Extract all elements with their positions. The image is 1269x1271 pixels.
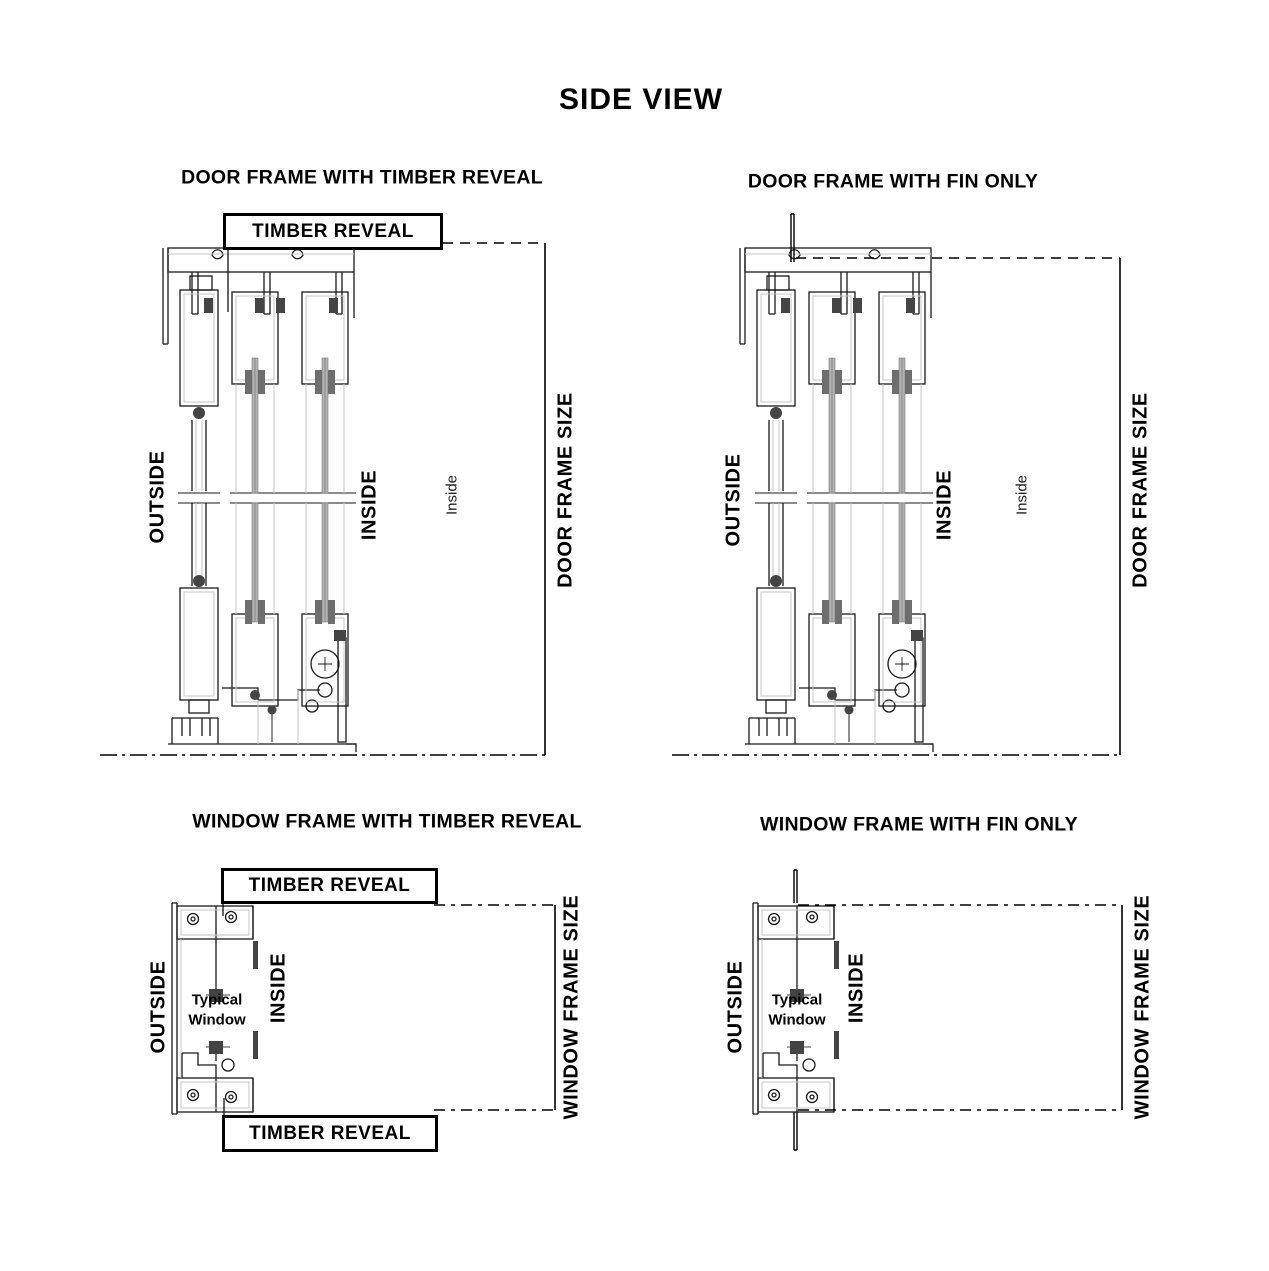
door-timber-title: DOOR FRAME WITH TIMBER REVEAL xyxy=(181,166,543,189)
window-fin-dimension-lines xyxy=(794,870,1122,1150)
timber-reveal-box: TIMBER REVEAL xyxy=(223,213,443,250)
timber-reveal-box-top: TIMBER REVEAL xyxy=(221,868,438,904)
door-fin-section-drawing xyxy=(740,248,933,752)
typical-window-line2: Window xyxy=(768,1011,826,1028)
inside-annotation: Inside xyxy=(1013,474,1031,516)
outside-label: OUTSIDE xyxy=(147,960,170,1054)
inside-annotation: Inside xyxy=(443,474,461,516)
inside-label: INSIDE xyxy=(267,952,290,1024)
door-fin-title: DOOR FRAME WITH FIN ONLY xyxy=(747,170,1039,193)
timber-reveal-box-bottom: TIMBER REVEAL xyxy=(222,1115,438,1152)
typical-window-label xyxy=(188,991,245,1030)
inside-label: INSIDE xyxy=(845,952,868,1024)
window-frame-size-label: WINDOW FRAME SIZE xyxy=(1131,894,1154,1120)
door-frame-size-label: DOOR FRAME SIZE xyxy=(554,392,577,588)
window-fin-title: WINDOW FRAME WITH FIN ONLY xyxy=(760,813,1078,836)
window-frame-size-label: WINDOW FRAME SIZE xyxy=(560,894,583,1120)
outside-label: OUTSIDE xyxy=(146,450,169,544)
typical-window-line2: Window xyxy=(188,1011,246,1028)
window-timber-title: WINDOW FRAME WITH TIMBER REVEAL xyxy=(192,810,582,833)
page-title: SIDE VIEW xyxy=(558,83,724,116)
door-frame-size-label: DOOR FRAME SIZE xyxy=(1129,392,1152,588)
inside-label: INSIDE xyxy=(358,469,381,541)
typical-window-label xyxy=(768,991,825,1030)
inside-label: INSIDE xyxy=(933,469,956,541)
outside-label: OUTSIDE xyxy=(724,960,747,1054)
outside-label: OUTSIDE xyxy=(722,453,745,547)
typical-window-line1: Typical xyxy=(191,991,243,1009)
typical-window-line1: Typical xyxy=(771,991,823,1009)
door-timber-section-drawing xyxy=(163,248,356,752)
